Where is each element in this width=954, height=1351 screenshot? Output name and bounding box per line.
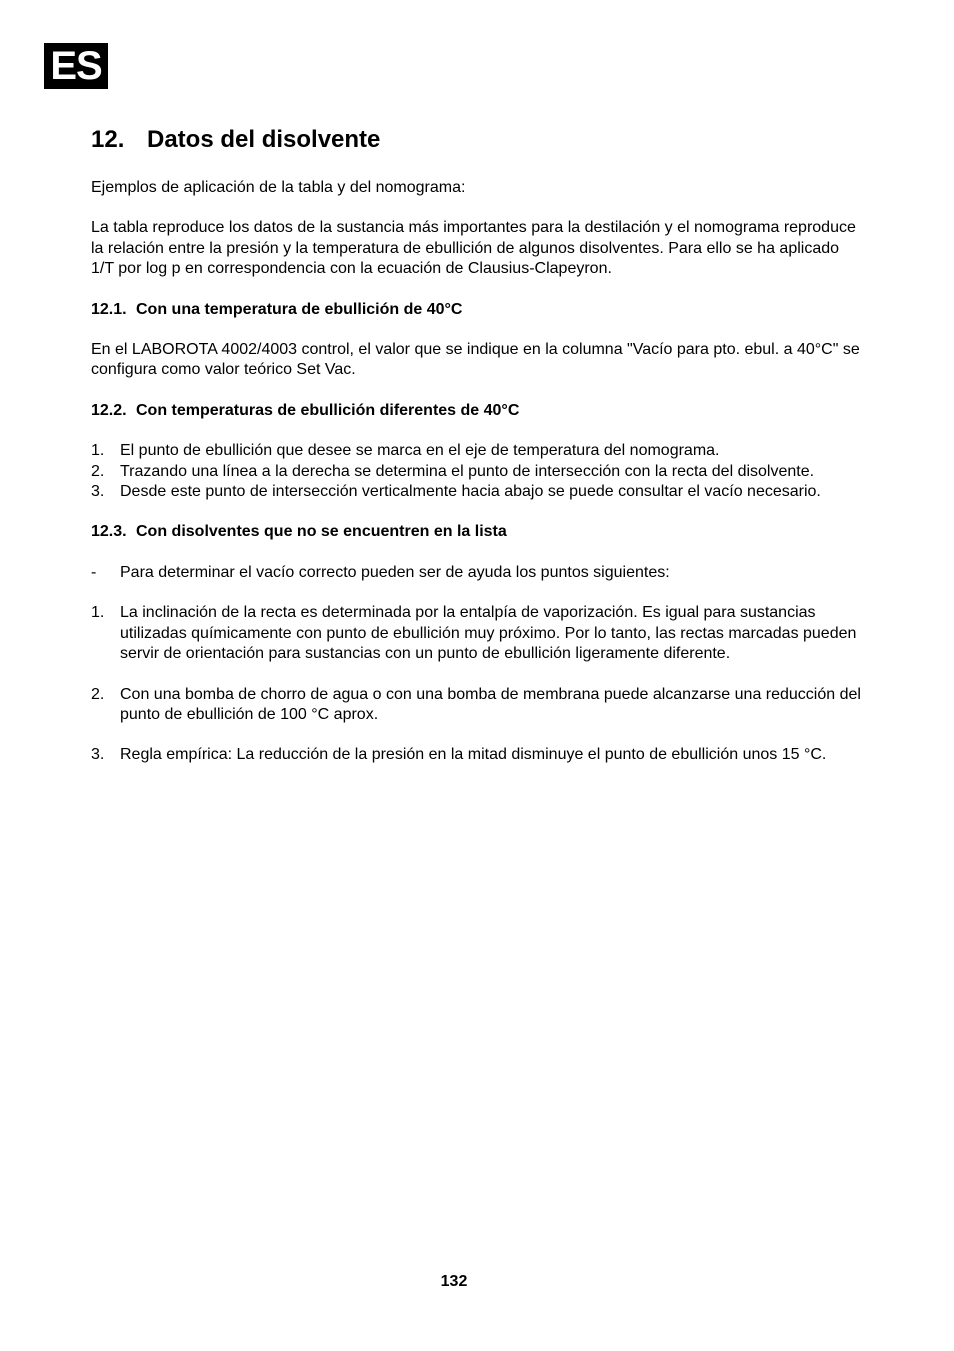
bullet-marker: -	[91, 563, 97, 581]
bullet-item-text: Para determinar el vacío correcto pueden ser de ayuda los puntos siguientes:	[120, 563, 670, 581]
list-item-text: Desde este punto de intersección verticalmente hacia abajo se puede consultar el vacío necesario.	[120, 483, 821, 501]
list-item-text: El punto de ebullición que desee se marca en el eje de temperatura del nomograma.	[120, 442, 720, 460]
subsection-number: 12.3.	[91, 523, 127, 541]
list-marker: 2.	[91, 462, 105, 480]
page-number: 132	[440, 1273, 468, 1290]
list-item	[91, 482, 861, 502]
intro-paragraph: Ejemplos de aplicación de la tabla y del nomograma:	[91, 179, 466, 196]
subsection-number: 12.1.	[91, 300, 127, 318]
list-item-text: Regla empírica: La reducción de la presión en la mitad disminuye el punto de ebullición unos 15 °C.	[120, 746, 827, 764]
subsection-number: 12.2.	[91, 401, 127, 419]
list-item	[91, 603, 861, 664]
section-heading	[91, 124, 861, 156]
description-paragraph: La tabla reproduce los datos de la sustancia más importantes para la destilación y el nomograma reproduce la relación entre la presión y la temperatura de ebullición de algunos disolventes. Para ello se ha aplicado 1/T por log p en correspondencia con la ecuación de Clausius-Clapeyron.	[91, 219, 856, 278]
list-item-text: Trazando una línea a la derecha se determina el punto de intersección con la recta del disolvente.	[120, 462, 815, 480]
list-item-text: Con una bomba de chorro de agua o con una bomba de membrana puede alcanzarse una reducción del punto de ebullición de 100 °C aprox.	[120, 685, 861, 723]
subsection-12-1-paragraph: En el LABOROTA 4002/4003 control, el valor que se indique en la columna "Vacío para pto. ebul. a 40°C" se configura como valor teórico Set Vac.	[91, 341, 860, 379]
subsection-heading-12-2	[91, 401, 861, 421]
bullet-item	[91, 563, 861, 583]
list-marker: 3.	[91, 746, 105, 764]
section-number: 12.	[91, 126, 125, 153]
section-title: Datos del disolvente	[147, 126, 381, 153]
list-item-text: La inclinación de la recta es determinada por la entalpía de vaporización. Es igual para sustancias utilizadas químicamente con punto de ebullición muy próximo. Por lo tanto, las rectas marcadas pueden servir de orientación para sustancias con un punto de ebullición ligeramente diferente.	[120, 604, 857, 663]
list-marker: 1.	[91, 604, 105, 622]
subsection-heading-12-1	[91, 300, 861, 320]
subsection-title: Con temperaturas de ebullición diferentes de 40°C	[136, 401, 520, 419]
subsection-title: Con una temperatura de ebullición de 40°C	[136, 300, 463, 318]
list-marker: 2.	[91, 685, 105, 703]
list-marker: 1.	[91, 442, 105, 460]
list-item	[91, 685, 861, 726]
language-badge: ES	[44, 43, 108, 89]
subsection-heading-12-3	[91, 522, 861, 542]
document-body	[91, 124, 861, 766]
list-item	[91, 462, 861, 482]
list-item	[91, 745, 861, 765]
list-item	[91, 441, 861, 461]
subsection-title: Con disolventes que no se encuentren en la lista	[136, 523, 507, 541]
list-marker: 3.	[91, 483, 105, 501]
